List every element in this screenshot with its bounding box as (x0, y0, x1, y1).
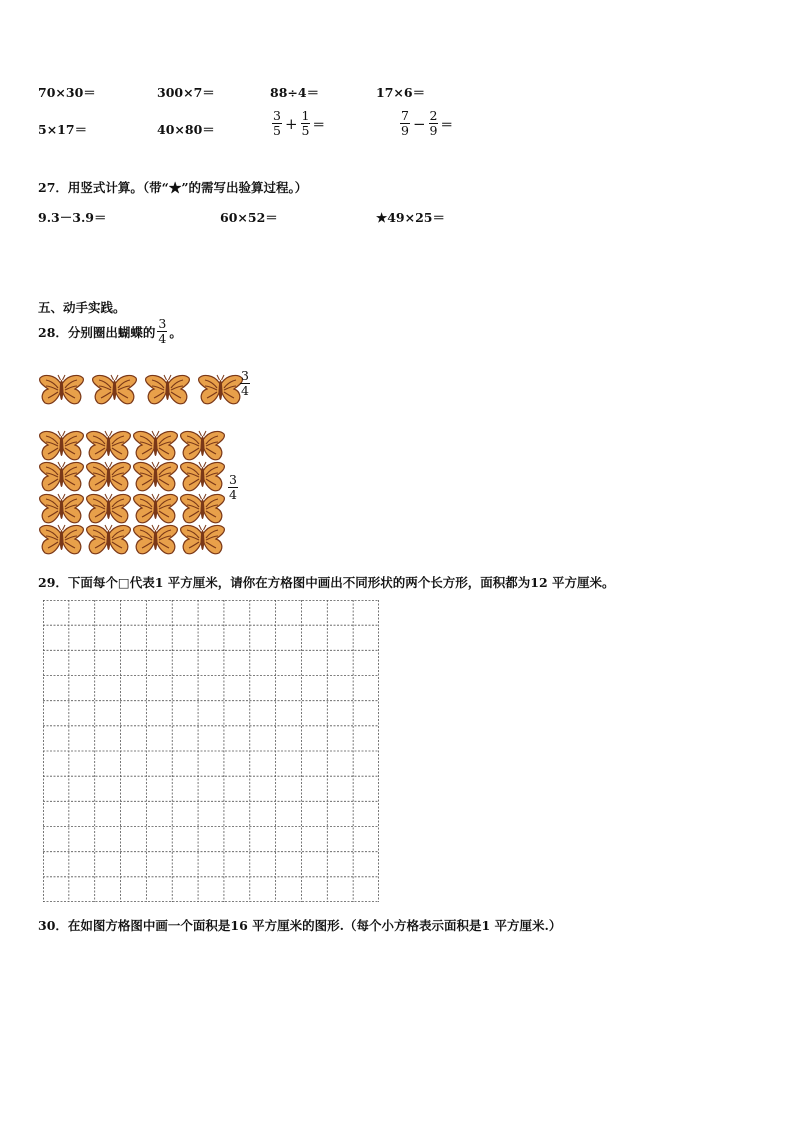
oral-item-1: 70×30＝ (38, 85, 96, 100)
q27-item-1: 9.3－3.9＝ (38, 210, 107, 225)
q28-prefix: 28．分别圈出蝴蝶的 (38, 324, 156, 340)
butterfly-icon (38, 461, 85, 493)
q27-item-3: ★49×25＝ (376, 210, 445, 225)
numerator: 3 (158, 316, 167, 331)
equals-sign: ＝ (312, 116, 325, 132)
butterfly-row (38, 430, 226, 462)
equals-sign: ＝ (440, 116, 453, 132)
fraction (301, 109, 311, 138)
butterfly-icon (179, 430, 226, 462)
fraction-expression-2 (398, 109, 453, 138)
fraction (400, 109, 410, 138)
denominator: 4 (229, 487, 237, 502)
numerator: 3 (229, 472, 237, 487)
oral-item-6: 40×80＝ (157, 122, 215, 137)
butterfly-icon (144, 374, 191, 406)
fraction-expression-1 (270, 109, 325, 138)
group-2-fraction (228, 473, 238, 502)
butterfly-row (38, 493, 226, 525)
butterfly-icon (179, 524, 226, 556)
square-grid[interactable] (43, 600, 379, 902)
numerator: 2 (429, 108, 438, 123)
butterfly-icon (132, 461, 179, 493)
butterfly-icon (38, 493, 85, 525)
fraction (429, 109, 439, 138)
butterfly-icon (85, 430, 132, 462)
denominator: 4 (158, 331, 167, 346)
denominator: 4 (241, 383, 249, 398)
group-1-fraction (240, 369, 250, 398)
butterfly-row (38, 461, 226, 493)
butterfly-icon (132, 430, 179, 462)
q28-suffix: 。 (169, 324, 182, 340)
butterfly-icon (38, 524, 85, 556)
question-28-title (38, 317, 182, 346)
butterfly-icon (38, 430, 85, 462)
butterfly-icon (197, 374, 244, 406)
question-30-title: 30．在如图方格图中画一个面积是16 平方厘米的图形.（每个小方格表示面积是1 平方厘米.） (38, 918, 562, 933)
numerator: 7 (401, 108, 409, 123)
butterfly-icon (38, 374, 85, 406)
denominator: 5 (301, 123, 310, 138)
butterfly-icon (179, 493, 226, 525)
oral-item-5: 5×17＝ (38, 122, 88, 137)
butterfly-icon (85, 461, 132, 493)
oral-item-2: 300×7＝ (157, 85, 215, 100)
denominator: 5 (273, 123, 281, 138)
butterfly-row (38, 524, 226, 556)
oral-item-4: 17×6＝ (376, 85, 426, 100)
butterfly-icon (179, 461, 226, 493)
operator: + (284, 114, 298, 133)
oral-item-3: 88÷4＝ (270, 85, 320, 100)
denominator: 9 (401, 123, 409, 138)
numerator: 3 (273, 108, 281, 123)
operator: − (412, 114, 426, 133)
denominator: 9 (429, 123, 438, 138)
butterfly-icon (132, 493, 179, 525)
butterfly-group-1 (38, 374, 244, 406)
numerator: 1 (301, 108, 310, 123)
numerator: 3 (241, 368, 249, 383)
butterfly-icon (91, 374, 138, 406)
butterfly-icon (85, 524, 132, 556)
fraction (157, 317, 167, 346)
fraction (272, 109, 282, 138)
section-5-title: 五、动手实践。 (38, 300, 126, 315)
question-29-title: 29．下面每个□代表1 平方厘米，请你在方格图中画出不同形状的两个长方形，面积都为12 平方厘米。 (38, 575, 615, 590)
q27-item-2: 60×52＝ (220, 210, 278, 225)
butterfly-icon (132, 524, 179, 556)
question-27-title: 27．用竖式计算。（带“★”的需写出验算过程。） (38, 180, 308, 195)
butterfly-icon (85, 493, 132, 525)
